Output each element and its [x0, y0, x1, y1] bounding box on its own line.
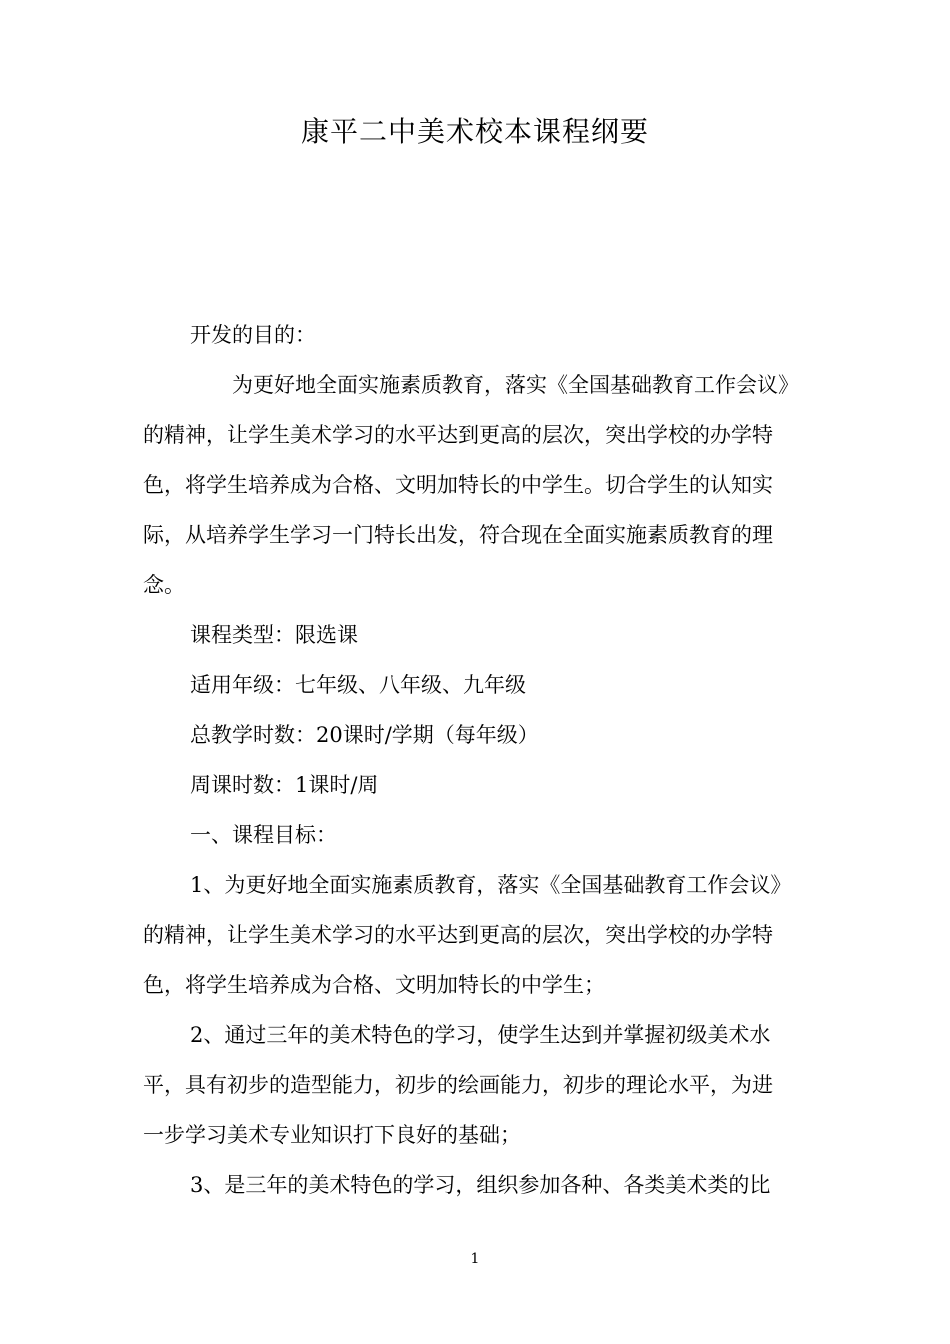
goal-item-1: 1、为更好地全面实施素质教育，落实《全国基础教育工作会议》	[190, 873, 792, 897]
paragraph-line: 色，将学生培养成为合格、文明加特长的中学生；	[143, 973, 605, 997]
section-heading-purpose: 开发的目的：	[190, 323, 316, 347]
paragraph-line: 为更好地全面实施素质教育，落实《全国基础教育工作会议》	[232, 373, 799, 397]
goal-item-3: 3、是三年的美术特色的学习，组织参加各种、各类美术类的比	[190, 1173, 771, 1197]
total-hours-line: 总教学时数：20课时/学期（每年级）	[190, 723, 539, 747]
paragraph-line: 色，将学生培养成为合格、文明加特长的中学生。切合学生的认知实	[143, 473, 773, 497]
goal-item-2: 2、通过三年的美术特色的学习，使学生达到并掌握初级美术水	[190, 1023, 771, 1047]
document-title: 康平二中美术校本课程纲要	[300, 115, 649, 148]
section-heading-goals: 一、课程目标：	[190, 823, 337, 847]
page-number: 1	[470, 1251, 480, 1267]
paragraph-line: 念。	[143, 573, 185, 597]
grade-level-line: 适用年级：七年级、八年级、九年级	[190, 673, 526, 697]
paragraph-line: 际，从培养学生学习一门特长出发，符合现在全面实施素质教育的理	[143, 523, 773, 547]
course-type-line: 课程类型：限选课	[190, 623, 358, 647]
paragraph-line: 平，具有初步的造型能力，初步的绘画能力，初步的理论水平，为进	[143, 1073, 773, 1097]
paragraph-line: 的精神，让学生美术学习的水平达到更高的层次，突出学校的办学特	[143, 423, 773, 447]
paragraph-line: 一步学习美术专业知识打下良好的基础；	[143, 1123, 521, 1147]
weekly-hours-line: 周课时数：1课时/周	[190, 773, 379, 797]
paragraph-line: 的精神，让学生美术学习的水平达到更高的层次，突出学校的办学特	[143, 923, 773, 947]
